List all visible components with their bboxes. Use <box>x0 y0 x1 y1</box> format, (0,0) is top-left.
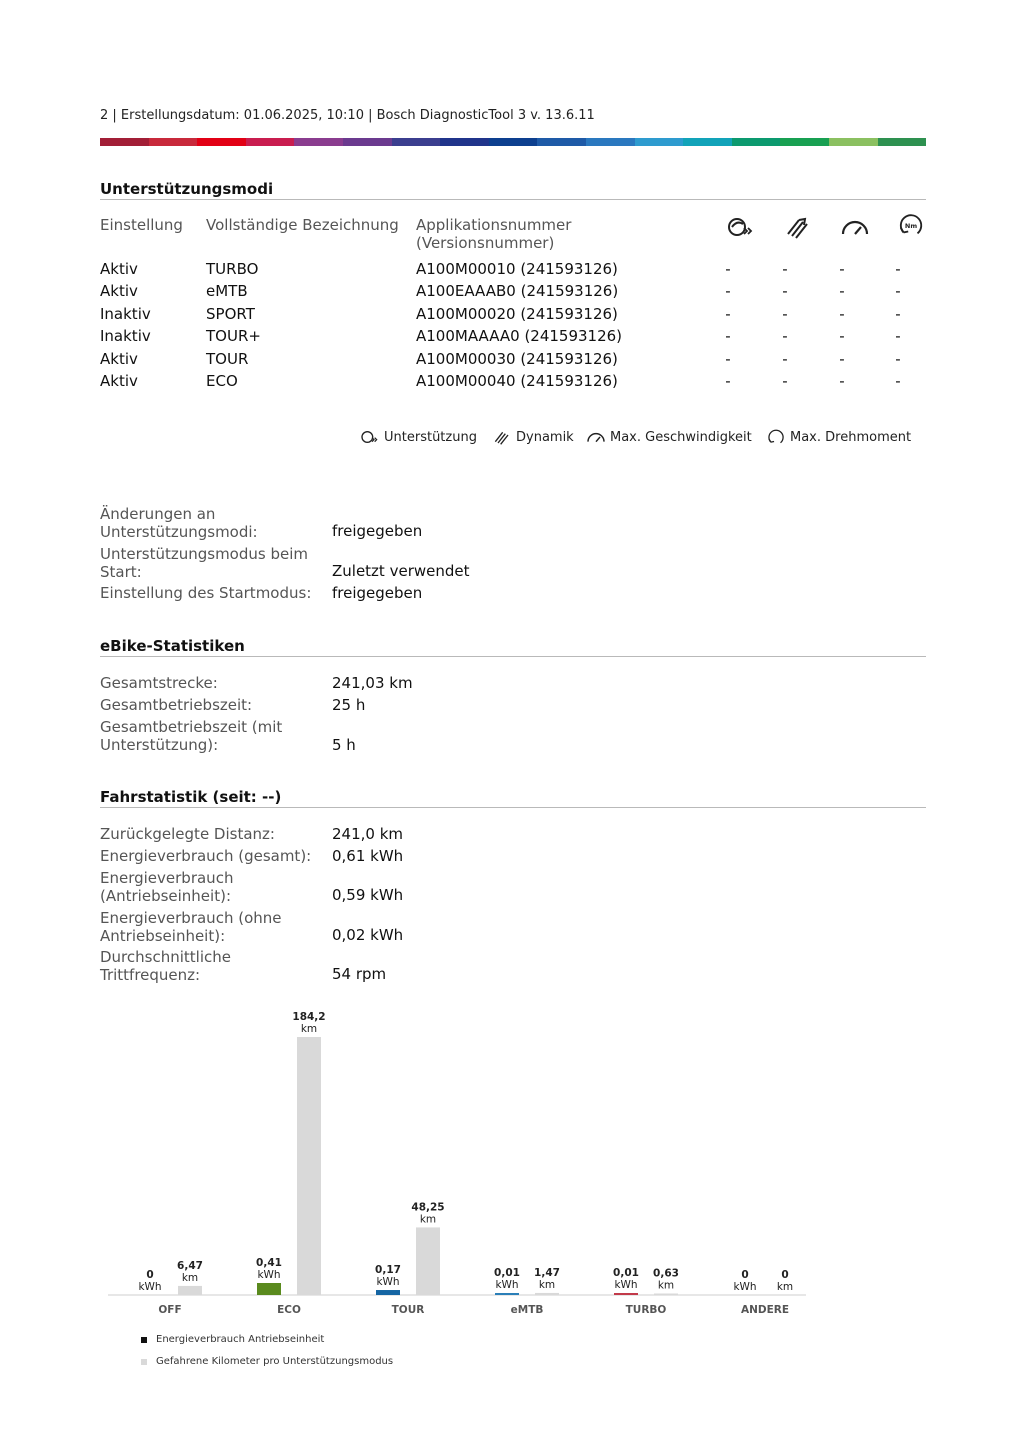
km-bar-off <box>178 1286 202 1295</box>
legend-torque <box>766 428 911 446</box>
assist-time-label-line1: Gesamtbetriebszeit (mit <box>100 718 283 736</box>
energy-value-label: 0,41 <box>256 1257 282 1269</box>
chart-legend-km <box>141 1356 393 1367</box>
total-time-label: Gesamtbetriebszeit: <box>100 696 253 714</box>
km-unit-label: km <box>419 1213 437 1226</box>
color-stripe-segment <box>246 138 295 146</box>
color-stripe-segment <box>586 138 635 146</box>
color-stripe-segment <box>149 138 198 146</box>
energy-unit-label: kWh <box>138 1281 162 1293</box>
energy-unit-label: kWh <box>614 1279 638 1291</box>
km-bar-eco <box>297 1037 321 1295</box>
start-mode-label-line2: Start: <box>100 563 142 581</box>
mode-row-value: - <box>839 282 845 301</box>
mode-row-name: TURBO <box>206 260 259 278</box>
km-bar-tour <box>416 1227 440 1295</box>
support-icon <box>726 214 756 240</box>
color-stripe-segment <box>294 138 343 146</box>
changes-label-line2: Unterstützungsmodi: <box>100 523 258 541</box>
category-label-emtb: eMTB <box>510 1304 544 1316</box>
mode-row-name: TOUR+ <box>206 327 261 346</box>
assist-time-value: 5 h <box>332 736 356 754</box>
energy-unit-label: kWh <box>376 1276 400 1289</box>
color-stripe-segment <box>878 138 927 146</box>
color-stripe-segment <box>732 138 781 146</box>
section-divider <box>100 656 926 657</box>
mode-row-value: - <box>725 327 731 346</box>
mode-usage-bar-chart <box>100 1000 820 1330</box>
max-torque-icon <box>766 428 786 446</box>
mode-row-value: - <box>839 260 845 278</box>
color-stripe-segment <box>635 138 684 146</box>
km-value-label: 48,25 <box>411 1201 445 1214</box>
cadence-label-line2: Trittfrequenz: <box>100 966 201 984</box>
max-speed-icon <box>840 214 870 240</box>
mode-row-value: - <box>725 260 731 278</box>
svg-text:Nm: Nm <box>904 221 918 230</box>
mode-row-value: - <box>895 349 901 368</box>
stats-section-title: eBike-Statistiken <box>100 637 245 655</box>
mode-row-name: TOUR <box>206 349 249 368</box>
energy-drive-label <box>100 869 320 905</box>
mode-row-app-number: A100M00020 (241593126) <box>416 304 618 323</box>
mode-row-setting: Inaktiv <box>100 327 151 346</box>
category-label-tour: TOUR <box>391 1304 425 1316</box>
startmode-setting-value: freigegeben <box>332 584 423 602</box>
color-stripe-segment <box>440 138 489 146</box>
mode-row-value: - <box>839 304 845 323</box>
mode-row-app-number: A100MAAAA0 (241593126) <box>416 327 623 346</box>
assist-time-label <box>100 718 320 754</box>
color-stripe <box>100 138 926 146</box>
mode-row-setting: Aktiv <box>100 282 138 301</box>
distance-value: 241,0 km <box>332 825 404 843</box>
legend-speed <box>586 428 752 446</box>
mode-row-value: - <box>895 282 901 301</box>
mode-row-value: - <box>895 304 901 323</box>
energy-bar-emtb <box>495 1293 519 1295</box>
chart-legend-energy <box>141 1334 324 1345</box>
km-unit-label: km <box>181 1271 199 1284</box>
column-header-app-line1: Applikationsnummer <box>416 216 572 234</box>
mode-row-value: - <box>895 260 901 278</box>
energy-total-label: Energieverbrauch (gesamt): <box>100 847 312 865</box>
color-stripe-segment <box>489 138 538 146</box>
mode-row-app-number: A100M00040 (241593126) <box>416 372 618 390</box>
column-header-setting: Einstellung <box>100 216 183 234</box>
energy-value-label: 0 <box>146 1269 154 1281</box>
energy-value-label: 0,17 <box>375 1264 401 1277</box>
km-unit-label: km <box>657 1279 675 1292</box>
dynamics-icon <box>783 214 813 240</box>
page-header-text: 2 | Erstellungsdatum: 01.06.2025, 10:10 | Bosch DiagnosticTool 3 v. 13.6.11 <box>100 108 595 123</box>
mode-row-value: - <box>725 304 731 323</box>
km-unit-label: km <box>538 1278 556 1291</box>
color-stripe-segment <box>780 138 829 146</box>
energy-drive-label-line1: Energieverbrauch <box>100 869 234 887</box>
legend-dynamics <box>492 428 574 446</box>
energy-unit-label: kWh <box>495 1279 519 1291</box>
energy-total-value: 0,61 kWh <box>332 847 404 865</box>
column-header-name: Vollständige Bezeichnung <box>206 216 399 234</box>
km-value-label: 6,47 <box>177 1259 203 1272</box>
modes-section-title: Unterstützungsmodi <box>100 180 274 198</box>
color-stripe-segment <box>343 138 392 146</box>
changes-label <box>100 505 320 541</box>
km-unit-label: km <box>776 1281 794 1293</box>
color-stripe-segment <box>683 138 732 146</box>
mode-row-value: - <box>782 282 788 301</box>
assist-time-label-line2: Unterstützung): <box>100 736 219 754</box>
mode-row-app-number: A100M00010 (241593126) <box>416 260 618 278</box>
mode-row-setting: Inaktiv <box>100 304 151 323</box>
category-label-andere: ANDERE <box>740 1304 790 1316</box>
distance-label: Zurückgelegte Distanz: <box>100 825 275 843</box>
start-mode-label-line1: Unterstützungsmodus beim <box>100 545 309 563</box>
mode-row-value: - <box>782 349 788 368</box>
mode-row-value: - <box>839 327 845 346</box>
energy-bar-eco <box>257 1283 281 1295</box>
legend-speed-label: Max. Geschwindigkeit <box>610 429 752 445</box>
total-distance-label: Gesamtstrecke: <box>100 674 218 692</box>
energy-drive-value: 0,59 kWh <box>332 886 404 904</box>
mode-row-app-number: A100EAAAB0 (241593126) <box>416 282 619 301</box>
section-divider <box>100 199 926 200</box>
mode-row-name: ECO <box>206 372 238 390</box>
mode-row-setting: Aktiv <box>100 349 138 368</box>
legend-dynamics-label: Dynamik <box>516 429 574 445</box>
category-label-eco: ECO <box>277 1304 301 1316</box>
mode-row-value: - <box>782 327 788 346</box>
cadence-label-line1: Durchschnittliche <box>100 948 231 966</box>
chart-legend-energy-label: Energieverbrauch Antriebseinheit <box>156 1334 325 1345</box>
energy-unit-label: kWh <box>257 1269 281 1281</box>
color-stripe-segment <box>829 138 878 146</box>
cadence-value: 54 rpm <box>332 965 387 983</box>
energy-bar-turbo <box>614 1293 638 1295</box>
energy-value-label: 0,01 <box>613 1267 639 1279</box>
color-stripe-segment <box>392 138 441 146</box>
start-mode-label <box>100 545 320 581</box>
km-value-label: 184,2 <box>292 1011 326 1023</box>
mode-row-value: - <box>782 372 788 390</box>
mode-row-value: - <box>839 349 845 368</box>
mode-row-name: SPORT <box>206 304 255 323</box>
max-speed-icon <box>586 428 606 446</box>
energy-other-label <box>100 909 320 945</box>
max-torque-icon <box>896 212 926 238</box>
energy-value-label: 0 <box>741 1269 749 1281</box>
startmode-setting-label: Einstellung des Startmodus: <box>100 584 312 602</box>
mode-row-name: eMTB <box>206 282 248 301</box>
mode-row-app-number: A100M00030 (241593126) <box>416 349 618 368</box>
chart-legend-km-label: Gefahrene Kilometer pro Unterstützungsmodus <box>156 1356 394 1367</box>
legend-swatch-km <box>141 1359 147 1365</box>
dynamics-icon <box>492 428 512 446</box>
mode-row-value: - <box>839 372 845 390</box>
km-value-label: 0,63 <box>653 1267 679 1280</box>
color-stripe-segment <box>100 138 149 146</box>
mode-row-value: - <box>725 372 731 390</box>
legend-torque-label: Max. Drehmoment <box>790 429 912 445</box>
km-value-label: 0 <box>781 1269 789 1281</box>
mode-row-value: - <box>895 327 901 346</box>
legend-swatch-energy <box>141 1337 147 1343</box>
ride-section-title: Fahrstatistik (seit: --) <box>100 788 282 806</box>
km-unit-label: km <box>300 1023 318 1035</box>
legend-support-label: Unterstützung <box>384 429 477 445</box>
support-icon <box>360 428 380 446</box>
energy-bar-tour <box>376 1290 400 1295</box>
energy-value-label: 0,01 <box>494 1267 520 1279</box>
total-distance-value: 241,03 km <box>332 674 413 692</box>
section-divider <box>100 807 926 808</box>
energy-other-label-line2: Antriebseinheit): <box>100 927 226 945</box>
start-mode-value: Zuletzt verwendet <box>332 562 470 580</box>
legend-support <box>360 428 477 446</box>
column-header-app-line2: (Versionsnummer) <box>416 234 555 252</box>
total-time-value: 25 h <box>332 696 366 714</box>
category-label-turbo: TURBO <box>625 1304 667 1316</box>
mode-row-value: - <box>782 260 788 278</box>
energy-other-value: 0,02 kWh <box>332 926 404 944</box>
mode-row-setting: Aktiv <box>100 372 138 390</box>
km-bar-turbo <box>654 1294 678 1296</box>
energy-drive-label-line2: (Antriebseinheit): <box>100 887 231 905</box>
category-label-off: OFF <box>158 1304 182 1316</box>
cadence-label <box>100 948 320 984</box>
color-stripe-segment <box>537 138 586 146</box>
energy-other-label-line1: Energieverbrauch (ohne <box>100 909 282 927</box>
changes-value: freigegeben <box>332 522 423 540</box>
km-value-label: 1,47 <box>534 1266 560 1279</box>
mode-row-setting: Aktiv <box>100 260 138 278</box>
km-bar-emtb <box>535 1293 559 1295</box>
energy-unit-label: kWh <box>733 1281 757 1293</box>
changes-label-line1: Änderungen an <box>100 505 216 523</box>
color-stripe-segment <box>197 138 246 146</box>
mode-row-value: - <box>782 304 788 323</box>
mode-row-value: - <box>725 349 731 368</box>
mode-row-value: - <box>725 282 731 301</box>
column-header-app-number <box>416 216 571 252</box>
mode-row-value: - <box>895 372 901 390</box>
